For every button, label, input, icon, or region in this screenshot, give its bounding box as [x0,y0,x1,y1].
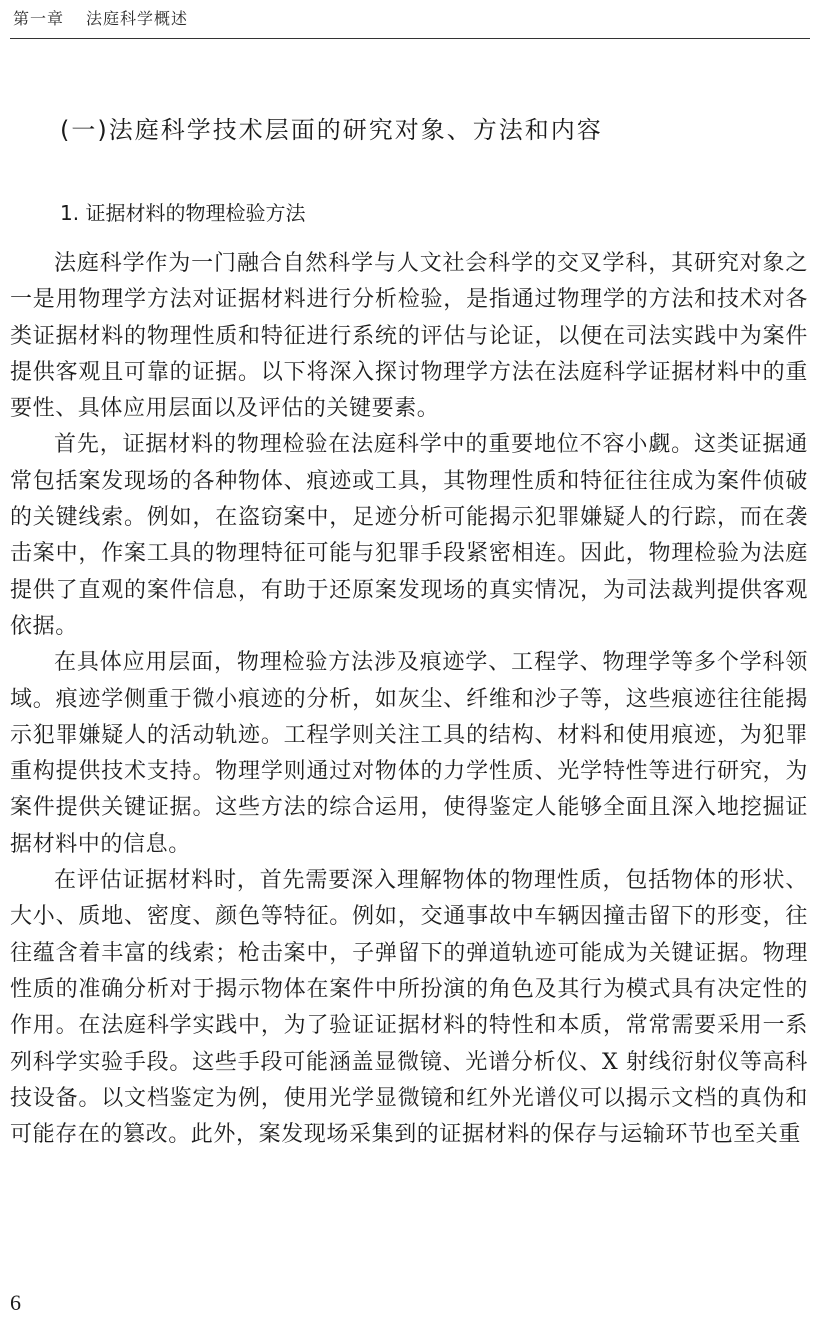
chapter-title: 法庭科学概述 [86,9,189,28]
paragraph: 在评估证据材料时，首先需要深入理解物体的物理性质，包括物体的形状、大小、质地、密度、颜色等特征。例如，交通事故中车辆因撞击留下的形变，往往蕴含着丰富的线索；枪击案中，子弹留下的弹道轨迹可能成为关键证据。物理性质的准确分析对于揭示物体在案件中所扮演的角色及其行为模式具有决定性的作用。在法庭科学实践中，为了验证证据材料的特性和本质，常常需要采用一系列科学实验手段。这些手段可能涵盖显微镜、光谱分析仪、X 射线衍射仪等高科技设备。以文档鉴定为例，使用光学显微镜和红外光谱仪可以揭示文档的真伪和可能存在的篡改。此外，案发现场采集到的证据材料的保存与运输环节也至关重 [10,868,808,1148]
paragraph: 首先，证据材料的物理检验在法庭科学中的重要地位不容小觑。这类证据通常包括案发现场的各种物体、痕迹或工具，其物理性质和特征往往成为案件侦破的关键线索。例如，在盗窃案中，足迹分析可能揭示犯罪嫌疑人的行踪，而在袭击案中，作案工具的物理特征可能与犯罪手段紧密相连。因此，物理检验为法庭提供了直观的案件信息，有助于还原案发现场的真实情况，为司法裁判提供客观依据。 [10,432,808,639]
section-heading: (一)法庭科学技术层面的研究对象、方法和内容 [60,116,603,144]
running-header [13,6,188,29]
subsection-heading: 1. 证据材料的物理检验方法 [60,201,306,225]
paragraph: 法庭科学作为一门融合自然科学与人文社会科学的交叉学科，其研究对象之一是用物理学方法对证据材料进行分析检验，是指通过物理学的方法和技术对各类证据材料的物理性质和特征进行系统的评估与论证，以便在司法实践中为案件提供客观且可靠的证据。以下将深入探讨物理学方法在法庭科学证据材料中的重要性、具体应用层面以及评估的关键要素。 [10,251,808,422]
header-rule [10,38,810,39]
page-number: 6 [10,1290,21,1315]
body-text [10,246,808,1153]
paragraph: 在具体应用层面，物理检验方法涉及痕迹学、工程学、物理学等多个学科领域。痕迹学侧重于微小痕迹的分析，如灰尘、纤维和沙子等，这些痕迹往往能揭示犯罪嫌疑人的活动轨迹。工程学则关注工具的结构、材料和使用痕迹，为犯罪重构提供技术支持。物理学则通过对物体的力学性质、光学特性等进行研究，为案件提供关键证据。这些方法的综合运用，使得鉴定人能够全面且深入地挖掘证据材料中的信息。 [10,650,808,857]
chapter-label: 第一章 [13,9,65,28]
